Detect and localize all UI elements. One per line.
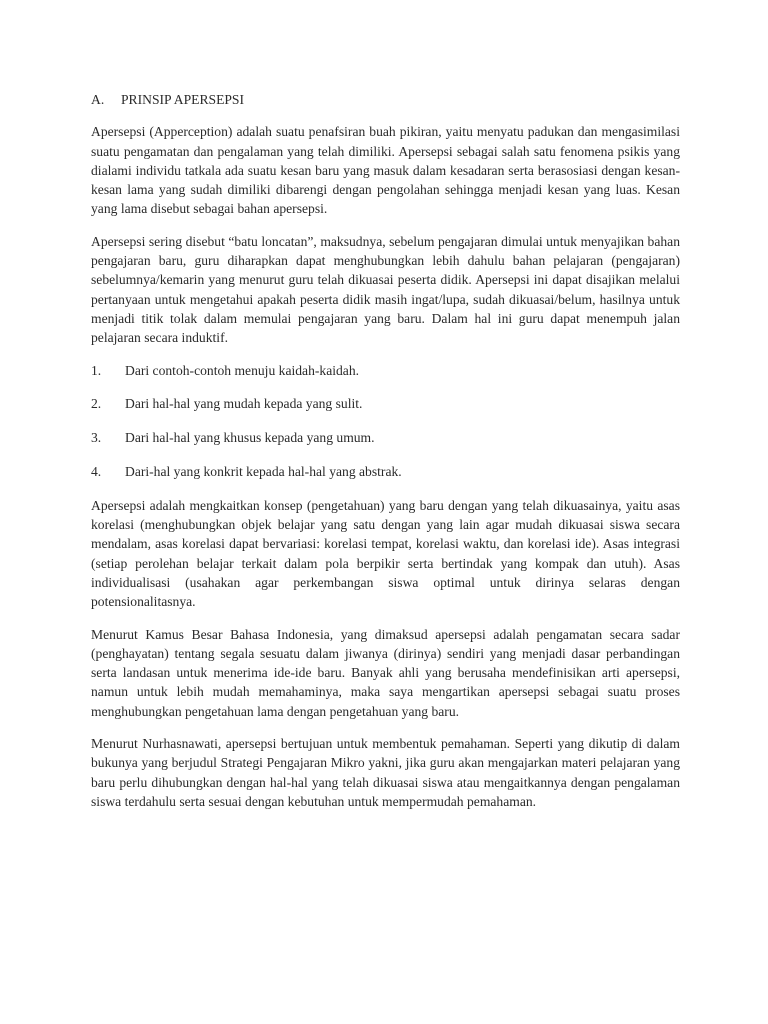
list-item <box>91 394 680 413</box>
paragraph-batu-loncatan: Apersepsi sering disebut “batu loncatan”, maksudnya, sebelum pengajaran dimulai untuk menyajikan bahan pengajaran baru, guru diharapkan dapat menghubungkan lebih dahulu bahan pelajaran (pengajaran) sebelumnya/kemarin yang menurut guru telah dikuasai peserta didik. Apersepsi ini dapat disajikan melalui pertanyaan untuk mengetahui apakah peserta didik masih ingat/lupa, sudah dikuasai/belum, hasilnya untuk menjadi titik tolak dalam memulai pengajaran yang baru. Dalam hal ini guru dapat menempuh jalan pelajaran secara induktif. <box>91 233 680 346</box>
list-item <box>91 428 680 447</box>
list-item <box>91 462 680 481</box>
list-item-text: Dari hal-hal yang mudah kepada yang sulit. <box>125 396 363 412</box>
list-item-number: 2. <box>91 396 102 412</box>
list-item-number: 3. <box>91 430 102 446</box>
document-body <box>91 90 680 824</box>
section-number: A. <box>91 92 105 107</box>
list-item-text: Dari contoh-contoh menuju kaidah-kaidah. <box>125 362 360 378</box>
paragraph-korelasi: Apersepsi adalah mengkaitkan konsep (pengetahuan) yang baru dengan yang telah dikuasainya, yaitu asas korelasi (menghubungkan objek belajar yang satu dengan yang lain agar mudah dikuasai siswa secara mendalam, asas korelasi dapat bervariasi: korelasi tempat, korelasi waktu, dan korelasi ide). Asas integrasi (setiap perolehan belajar terkait dalam pola berpikir serta bertindak yang kompak dan utuh). Asas individualisasi (usahakan agar perkembangan siswa optimal untuk dirinya selaras dengan potensionalitasnya. <box>91 497 680 610</box>
paragraph-kbbi: Menurut Kamus Besar Bahasa Indonesia, yang dimaksud apersepsi adalah pengamatan secara sadar (penghayatan) tentang segala sesuatu dalam jiwanya (dirinya) sendiri yang menjadi dasar perbandingan serta landasan untuk menerima ide-ide baru. Banyak ahli yang berusaha mendefinisikan arti apersepsi, namun untuk lebih mudah memahaminya, maka saya mengartikan apersepsi sebagai suatu proses menghubungkan pengetahuan lama dengan pengetahuan yang baru. <box>91 626 680 719</box>
list-item-text: Dari-hal yang konkrit kepada hal-hal yang abstrak. <box>125 463 402 479</box>
paragraph-nurhasnawati: Menurut Nurhasnawati, apersepsi bertujuan untuk membentuk pemahaman. Seperti yang dikutip di dalam bukunya yang berjudul Strategi Pengajaran Mikro yakni, jika guru akan mengajarkan materi pelajaran yang baru perlu dihubungkan dengan hal-hal yang telah dikuasai siswa atau mengaitkannya dengan pengalaman siswa terdahulu serta sesuai dengan kebutuhan untuk mempermudah pemahaman. <box>91 736 680 809</box>
list-item-text: Dari hal-hal yang khusus kepada yang umum. <box>125 430 375 446</box>
list-item-number: 4. <box>91 463 102 479</box>
list-item <box>91 361 680 380</box>
list-item-number: 1. <box>91 362 102 378</box>
section-heading <box>91 90 680 109</box>
section-title: PRINSIP APERSEPSI <box>121 92 245 107</box>
numbered-list <box>91 361 680 482</box>
paragraph-definition: Apersepsi (Apperception) adalah suatu penafsiran buah pikiran, yaitu menyatu padukan dan mengasimilasi suatu pengamatan dan pengalaman yang telah dimiliki. Apersepsi sebagai salah satu fenomena psikis yang dialami individu tatkala ada suatu kesan baru yang masuk dalam kesadaran serta berasosiasi dengan kesan-kesan lama yang sudah dimiliki dibarengi dengan pengolahan sehingga menjadi kesan yang luas. Kesan yang lama disebut sebagai bahan apersepsi. <box>91 124 680 217</box>
